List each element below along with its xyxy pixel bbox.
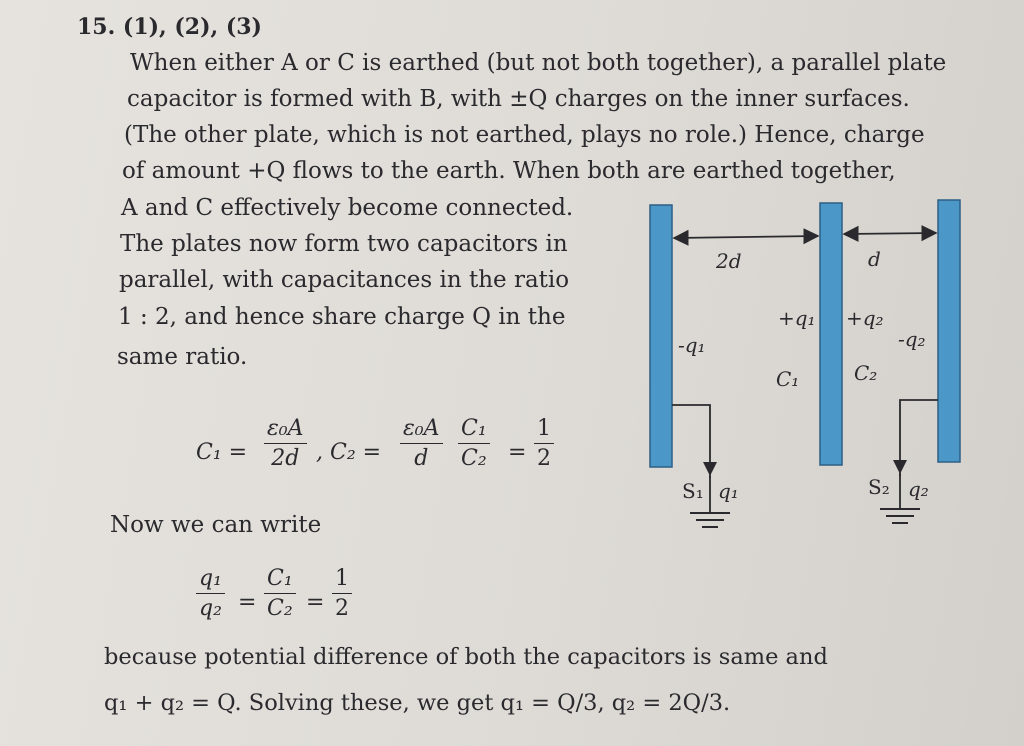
flow-arrow-left: [703, 462, 717, 476]
charge-plus-q1: +q₁: [778, 306, 816, 330]
now-we-can-write: Now we can write: [110, 512, 322, 538]
eq1-c2: , C₂ =: [316, 440, 382, 465]
label-s1: S₁: [682, 479, 704, 503]
eq2-frac3-num: 1: [332, 566, 352, 594]
eq2-frac1-den: q₂: [199, 596, 222, 621]
eq1-c1: C₁ =: [196, 440, 248, 465]
para-line-2: capacitor is formed with B, with ±Q charges on the inner surfaces.: [127, 86, 910, 112]
para-line-3: (The other plate, which is not earthed, plays no role.) Hence, charge: [124, 122, 925, 148]
para-line-6: The plates now form two capacitors in: [120, 231, 568, 257]
eq2-frac3-den: 2: [335, 596, 349, 621]
para-line-8: 1 : 2, and hence share charge Q in the: [118, 304, 566, 330]
label-c1: C₁: [776, 367, 800, 391]
final-line-2: q₁ + q₂ = Q. Solving these, we get q₁ = Q/3, q₂ = 2Q/3.: [104, 690, 731, 716]
eq1-frac2-den: d: [414, 446, 429, 471]
wire-left: [672, 405, 710, 478]
eq1-frac3-den: C₂: [461, 446, 487, 471]
charge-minus-q2: -q₂: [898, 327, 926, 351]
charge-plus-q2: +q₂: [846, 306, 884, 330]
para-line-4: of amount +Q flows to the earth. When both are earthed together,: [122, 158, 896, 184]
eq1-frac3-num: C₁: [458, 416, 490, 444]
eq1-frac1-num: ε₀A: [264, 416, 307, 444]
distance-arrow-d: [844, 233, 936, 234]
flow-arrow-right: [893, 460, 907, 474]
final-line-1: because potential difference of both the capacitors is same and: [104, 644, 828, 670]
label-s2: S₂: [868, 475, 890, 499]
plate-a: [650, 205, 672, 467]
para-line-9: same ratio.: [117, 344, 248, 370]
eq2-frac2-den: C₂: [267, 596, 293, 621]
question-number: 15. (1), (2), (3): [77, 14, 262, 40]
para-line-7: parallel, with capacitances in the ratio: [119, 267, 570, 293]
label-flow-q2: q₂: [908, 477, 929, 501]
para-line-5: A and C effectively become connected.: [121, 195, 574, 221]
plate-b: [820, 203, 842, 465]
para-line-1: When either A or C is earthed (but not both together), a parallel plate: [130, 50, 947, 76]
earth-symbol-right: [880, 509, 920, 523]
eq1-frac4-num: 1: [534, 416, 554, 444]
eq1-frac1-den: 2d: [271, 446, 300, 471]
label-d: d: [868, 247, 881, 271]
earth-symbol-left: [690, 513, 730, 527]
label-flow-q1: q₁: [718, 479, 739, 503]
eq2-equals-2: =: [306, 590, 325, 615]
distance-arrow-2d: [674, 236, 818, 238]
eq1-equals: =: [508, 440, 527, 465]
plate-c: [938, 200, 960, 462]
eq1-frac4-den: 2: [537, 446, 551, 471]
eq2-frac2-num: C₁: [264, 566, 296, 594]
eq1-frac2-num: ε₀A: [400, 416, 443, 444]
label-c2: C₂: [854, 361, 878, 385]
eq2-frac1-num: q₁: [196, 566, 225, 594]
wire-right: [900, 400, 938, 476]
charge-minus-q1: -q₁: [678, 333, 706, 357]
eq2-equals-1: =: [238, 590, 257, 615]
label-2d: 2d: [716, 249, 742, 273]
